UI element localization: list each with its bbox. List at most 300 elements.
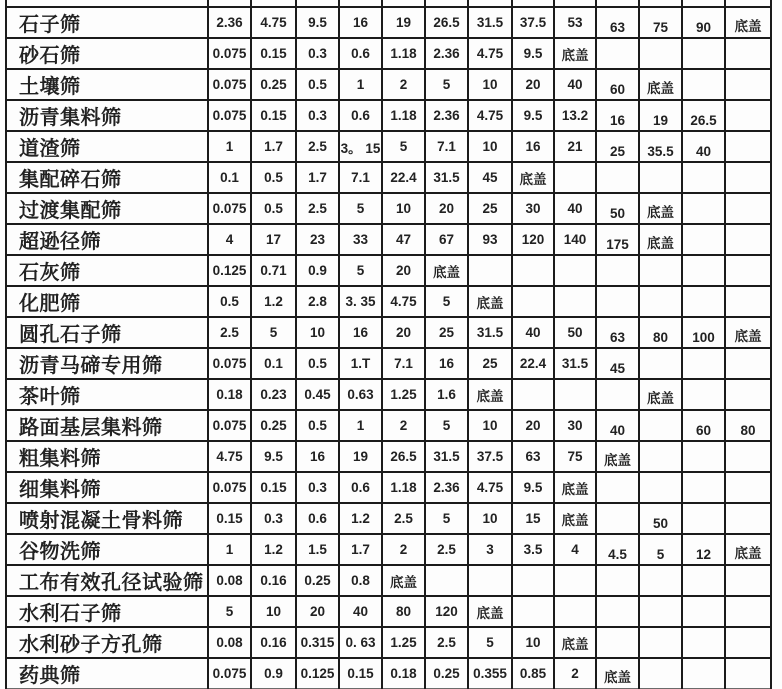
- sieve-size-table: [5, 0, 772, 689]
- cell: 0.075: [208, 69, 251, 100]
- cell: 0.45: [296, 379, 339, 410]
- cell: 26.5: [682, 100, 725, 131]
- cell: 75: [639, 7, 682, 38]
- row-label: 茶叶筛: [6, 379, 208, 410]
- cell: [682, 348, 725, 379]
- table-row: [6, 658, 771, 689]
- row-label: 沥青马碲专用筛: [6, 348, 208, 379]
- cell: 19: [639, 100, 682, 131]
- cell: 0.075: [208, 472, 251, 503]
- cell: 5: [468, 627, 512, 658]
- cell: 25: [468, 348, 512, 379]
- cell: [554, 596, 596, 627]
- cell: 0.08: [208, 627, 251, 658]
- cell: 20: [382, 317, 425, 348]
- cell: 1.25: [382, 627, 425, 658]
- cell: 4.75: [468, 100, 512, 131]
- cell: 16: [512, 131, 554, 162]
- cell: 0.25: [251, 410, 296, 441]
- bottom-cap-cell: 底盖: [512, 162, 554, 193]
- cell: [725, 69, 771, 100]
- table-row: [6, 162, 771, 193]
- table-row: [6, 596, 771, 627]
- cell: [468, 565, 512, 596]
- cell: 67: [425, 224, 468, 255]
- cell: 31.5: [468, 7, 512, 38]
- cell: 1.T: [339, 348, 382, 379]
- cell: 9.5: [512, 100, 554, 131]
- cell: 37.5: [512, 7, 554, 38]
- cell: 60: [682, 410, 725, 441]
- cut-off-cell: [554, 0, 596, 7]
- bottom-cap-cell: 底盖: [554, 627, 596, 658]
- cell: [596, 565, 639, 596]
- cell: 80: [725, 410, 771, 441]
- cell: 100: [682, 317, 725, 348]
- cut-off-cell: [639, 0, 682, 7]
- table-row: [6, 100, 771, 131]
- cell: 53: [554, 7, 596, 38]
- cut-off-cell: [208, 0, 251, 7]
- cut-off-cell: [596, 0, 639, 7]
- cell: [468, 255, 512, 286]
- table-row: [6, 441, 771, 472]
- cell: [554, 379, 596, 410]
- cell: 0.18: [208, 379, 251, 410]
- cell: 0.9: [251, 658, 296, 689]
- cell: 2.36: [425, 38, 468, 69]
- cell: [596, 503, 639, 534]
- row-label: 石灰筛: [6, 255, 208, 286]
- table-row: [6, 627, 771, 658]
- cell: 0.075: [208, 100, 251, 131]
- cell: 40: [554, 193, 596, 224]
- bottom-cap-cell: 底盖: [468, 596, 512, 627]
- cell: 40: [682, 131, 725, 162]
- cell: 26.5: [425, 7, 468, 38]
- cell: 1.18: [382, 472, 425, 503]
- bottom-cap-cell: 底盖: [639, 193, 682, 224]
- bottom-cap-cell: 底盖: [596, 441, 639, 472]
- table-row: [6, 224, 771, 255]
- cell: [639, 348, 682, 379]
- cell: 5: [339, 255, 382, 286]
- cell: 16: [339, 7, 382, 38]
- cell: 0.25: [296, 565, 339, 596]
- cell: 0.315: [296, 627, 339, 658]
- sieve-size-table-container: [5, 0, 772, 689]
- cell: 2: [382, 69, 425, 100]
- cut-off-cell: [512, 0, 554, 7]
- cell: [596, 472, 639, 503]
- cell: [512, 286, 554, 317]
- cell: 9.5: [296, 7, 339, 38]
- cell: [554, 162, 596, 193]
- cell: 175: [596, 224, 639, 255]
- cell: 4.75: [468, 38, 512, 69]
- cell: 16: [596, 100, 639, 131]
- cell: [725, 658, 771, 689]
- bottom-cap-cell: 底盖: [425, 255, 468, 286]
- cell: 0.5: [296, 69, 339, 100]
- cell: [682, 162, 725, 193]
- cell: 0.5: [251, 193, 296, 224]
- cell: 4.75: [251, 7, 296, 38]
- bottom-cap-cell: 底盖: [639, 69, 682, 100]
- cell: 7.1: [425, 131, 468, 162]
- cell: [554, 565, 596, 596]
- cell: [639, 38, 682, 69]
- bottom-cap-cell: 底盖: [596, 658, 639, 689]
- cell: [596, 162, 639, 193]
- cell: 1: [339, 69, 382, 100]
- cell: [682, 627, 725, 658]
- cell: 2: [382, 534, 425, 565]
- cell: [639, 565, 682, 596]
- cell: [596, 627, 639, 658]
- cell: [682, 596, 725, 627]
- cell: [725, 379, 771, 410]
- cell: 22.4: [512, 348, 554, 379]
- cell: [512, 596, 554, 627]
- cell: 1.2: [339, 503, 382, 534]
- cell: [725, 348, 771, 379]
- cell: 0.3: [296, 100, 339, 131]
- cell: [639, 286, 682, 317]
- cut-off-cell: [725, 0, 771, 7]
- row-label: 石子筛: [6, 7, 208, 38]
- cell: 1.6: [425, 379, 468, 410]
- table-row: [6, 38, 771, 69]
- cell: 1.7: [251, 131, 296, 162]
- cell: 1: [339, 410, 382, 441]
- cell: 10: [382, 193, 425, 224]
- row-label: 喷射混凝土骨料筛: [6, 503, 208, 534]
- cell: 7.1: [382, 348, 425, 379]
- cell: 0.08: [208, 565, 251, 596]
- cell: 9.5: [251, 441, 296, 472]
- table-row: [6, 7, 771, 38]
- cell: 1.7: [296, 162, 339, 193]
- cell: [425, 565, 468, 596]
- cell: 5: [425, 410, 468, 441]
- table-row: [6, 193, 771, 224]
- cell: 0.16: [251, 627, 296, 658]
- cell: 2.5: [425, 534, 468, 565]
- cell: 23: [296, 224, 339, 255]
- cell: [725, 441, 771, 472]
- cell: [725, 627, 771, 658]
- bottom-cap-cell: 底盖: [725, 317, 771, 348]
- cell: [682, 503, 725, 534]
- row-label: 路面基层集料筛: [6, 410, 208, 441]
- bottom-cap-cell: 底盖: [725, 534, 771, 565]
- row-label: 药典筛: [6, 658, 208, 689]
- bottom-cap-cell: 底盖: [554, 38, 596, 69]
- cell: 45: [596, 348, 639, 379]
- cut-off-cell: [468, 0, 512, 7]
- cell: 2: [554, 658, 596, 689]
- bottom-cap-cell: 底盖: [382, 565, 425, 596]
- cell: 0.71: [251, 255, 296, 286]
- cell: 120: [425, 596, 468, 627]
- cell: [725, 565, 771, 596]
- cell: 45: [468, 162, 512, 193]
- cell: [725, 255, 771, 286]
- cell: 30: [512, 193, 554, 224]
- cell: [639, 472, 682, 503]
- cut-off-cell: [6, 0, 208, 7]
- cell: [682, 658, 725, 689]
- cell: 75: [554, 441, 596, 472]
- cell: 1.7: [339, 534, 382, 565]
- cell: 4.75: [208, 441, 251, 472]
- cell: 25: [425, 317, 468, 348]
- row-label: 谷物洗筛: [6, 534, 208, 565]
- cell: 0.15: [208, 503, 251, 534]
- cell: 19: [339, 441, 382, 472]
- cell: 2.5: [208, 317, 251, 348]
- cell: 15: [512, 503, 554, 534]
- cell: [596, 255, 639, 286]
- cell: [682, 379, 725, 410]
- cell: 0.125: [208, 255, 251, 286]
- cell: 1.18: [382, 38, 425, 69]
- cell: 3。 15: [339, 131, 382, 162]
- row-label: 工布有效孔径试验筛: [6, 565, 208, 596]
- cut-off-cell: [382, 0, 425, 7]
- row-label: 土壤筛: [6, 69, 208, 100]
- cell: 33: [339, 224, 382, 255]
- cell: 0.25: [425, 658, 468, 689]
- bottom-cap-cell: 底盖: [554, 472, 596, 503]
- cell: 0.5: [296, 348, 339, 379]
- cell: 40: [512, 317, 554, 348]
- cell: 0.23: [251, 379, 296, 410]
- cell: 25: [468, 193, 512, 224]
- cell: 0.075: [208, 193, 251, 224]
- cell: [596, 38, 639, 69]
- cell: 31.5: [468, 317, 512, 348]
- table-row: [6, 534, 771, 565]
- table-row: [6, 472, 771, 503]
- cell: 1.25: [382, 379, 425, 410]
- row-label: 道渣筛: [6, 131, 208, 162]
- cell: 9.5: [512, 38, 554, 69]
- cell: 40: [339, 596, 382, 627]
- cell: 12: [682, 534, 725, 565]
- cell: 0.125: [296, 658, 339, 689]
- cell: 0.3: [296, 38, 339, 69]
- cell: [725, 503, 771, 534]
- table-row: [6, 348, 771, 379]
- cell: 50: [596, 193, 639, 224]
- cell: [639, 255, 682, 286]
- bottom-cap-cell: 底盖: [554, 503, 596, 534]
- bottom-cap-cell: 底盖: [468, 379, 512, 410]
- cell: 0.16: [251, 565, 296, 596]
- cell: [596, 379, 639, 410]
- bottom-cap-cell: 底盖: [468, 286, 512, 317]
- cell: 80: [382, 596, 425, 627]
- cell: [596, 286, 639, 317]
- cell: 0.6: [339, 472, 382, 503]
- cell: 21: [554, 131, 596, 162]
- cell: 120: [512, 224, 554, 255]
- cell: 0.355: [468, 658, 512, 689]
- cell: 2.5: [296, 193, 339, 224]
- cell: 4: [208, 224, 251, 255]
- cell: 63: [512, 441, 554, 472]
- cell: 1.2: [251, 534, 296, 565]
- cell: 5: [251, 317, 296, 348]
- cell: 47: [382, 224, 425, 255]
- cell: [725, 286, 771, 317]
- cell: [639, 627, 682, 658]
- cell: 0.25: [251, 69, 296, 100]
- cell: 63: [596, 317, 639, 348]
- cell: 26.5: [382, 441, 425, 472]
- table-row: [6, 131, 771, 162]
- row-label: 粗集料筛: [6, 441, 208, 472]
- cell: 10: [296, 317, 339, 348]
- cell: 1.5: [296, 534, 339, 565]
- cell: 50: [554, 317, 596, 348]
- row-label: 圆孔石子筛: [6, 317, 208, 348]
- cell: 1: [208, 131, 251, 162]
- cell: 5: [382, 131, 425, 162]
- cell: 5: [425, 286, 468, 317]
- cell: 1: [208, 534, 251, 565]
- cell: 10: [512, 627, 554, 658]
- table-row: [6, 379, 771, 410]
- cell: [725, 38, 771, 69]
- cell: 2: [382, 410, 425, 441]
- cell: 0.1: [208, 162, 251, 193]
- cell: 2.5: [425, 627, 468, 658]
- cell: 4.75: [468, 472, 512, 503]
- row-label: 化肥筛: [6, 286, 208, 317]
- cell: 0.9: [296, 255, 339, 286]
- cell: [725, 193, 771, 224]
- cell: [725, 162, 771, 193]
- cell: 0.15: [251, 472, 296, 503]
- bottom-cap-cell: 底盖: [639, 379, 682, 410]
- cell: [682, 69, 725, 100]
- row-label: 水利砂子方孔筛: [6, 627, 208, 658]
- cell: [725, 472, 771, 503]
- cell: 63: [596, 7, 639, 38]
- cell: [725, 100, 771, 131]
- cell: 0.3: [251, 503, 296, 534]
- cell: 31.5: [554, 348, 596, 379]
- cell: 13.2: [554, 100, 596, 131]
- cell: 3: [468, 534, 512, 565]
- cell: 1.2: [251, 286, 296, 317]
- cell: [682, 38, 725, 69]
- cell: 2.8: [296, 286, 339, 317]
- cell: [596, 596, 639, 627]
- cell: 90: [682, 7, 725, 38]
- cell: 10: [251, 596, 296, 627]
- cell: 20: [512, 69, 554, 100]
- cut-off-cell: [425, 0, 468, 7]
- cell: 0.5: [208, 286, 251, 317]
- cell: 4.5: [596, 534, 639, 565]
- cell: 10: [468, 503, 512, 534]
- cell: 22.4: [382, 162, 425, 193]
- cell: 0. 63: [339, 627, 382, 658]
- row-label: 超逊径筛: [6, 224, 208, 255]
- cell: 0.6: [339, 100, 382, 131]
- table-row: [6, 565, 771, 596]
- cell: 20: [512, 410, 554, 441]
- cell: [639, 162, 682, 193]
- cut-off-cell: [296, 0, 339, 7]
- cell: 3.5: [512, 534, 554, 565]
- cell: [554, 255, 596, 286]
- cell: 5: [208, 596, 251, 627]
- table-row: [6, 317, 771, 348]
- cell: 5: [425, 503, 468, 534]
- cell: [725, 131, 771, 162]
- cell: 40: [554, 69, 596, 100]
- cell: 10: [468, 410, 512, 441]
- cell: [682, 565, 725, 596]
- cell: 4.75: [382, 286, 425, 317]
- cell: 20: [382, 255, 425, 286]
- cell: [682, 286, 725, 317]
- cell: 31.5: [425, 162, 468, 193]
- cell: [725, 596, 771, 627]
- table-row: [6, 286, 771, 317]
- table-row: [6, 69, 771, 100]
- cell: 20: [425, 193, 468, 224]
- cell: 0.8: [339, 565, 382, 596]
- cell: 31.5: [425, 441, 468, 472]
- cell: 30: [554, 410, 596, 441]
- cell: 0.1: [251, 348, 296, 379]
- cell: 9.5: [512, 472, 554, 503]
- cell: [725, 224, 771, 255]
- table-row: [6, 255, 771, 286]
- cell: 0.15: [339, 658, 382, 689]
- bottom-cap-cell: 底盖: [639, 224, 682, 255]
- cell: 93: [468, 224, 512, 255]
- cell: 0.63: [339, 379, 382, 410]
- cell: 25: [596, 131, 639, 162]
- cell: 16: [425, 348, 468, 379]
- cell: [639, 441, 682, 472]
- cell: 10: [468, 131, 512, 162]
- cell: 35.5: [639, 131, 682, 162]
- row-label: 砂石筛: [6, 38, 208, 69]
- cell: 5: [339, 193, 382, 224]
- cell: 2.36: [425, 100, 468, 131]
- cell: 40: [596, 410, 639, 441]
- table-row: [6, 410, 771, 441]
- cell: [512, 379, 554, 410]
- cell: [682, 472, 725, 503]
- cell: 3. 35: [339, 286, 382, 317]
- bottom-cap-cell: 底盖: [725, 7, 771, 38]
- row-label: 细集料筛: [6, 472, 208, 503]
- cut-off-cell: [682, 0, 725, 7]
- cell: 0.075: [208, 410, 251, 441]
- cell: 16: [296, 441, 339, 472]
- cell: 0.15: [251, 100, 296, 131]
- cell: 140: [554, 224, 596, 255]
